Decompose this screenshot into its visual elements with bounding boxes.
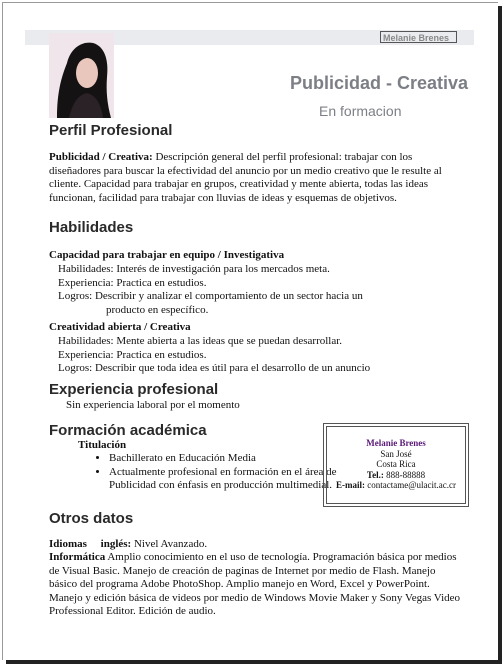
- list-item: • Bachillerato en Educación Media: [109, 452, 339, 465]
- experiencia-text: Sin experiencia laboral por el momento: [66, 399, 240, 411]
- page-shadow-bottom: [6, 660, 502, 664]
- idiomas-text: Nivel Avanzado.: [131, 538, 208, 550]
- contact-country: Costa Rica: [376, 459, 416, 469]
- list-item: • Actualmente profesional en formación en el área de Publicidad con énfasis en producción multimedial.: [109, 466, 339, 492]
- portrait-image: [49, 33, 114, 118]
- contact-email-label: E-mail:: [336, 480, 365, 490]
- section-heading-otros: Otros datos: [49, 510, 134, 527]
- habilidades-group2-title: Creatividad abierta / Creativa: [49, 321, 191, 333]
- idiomas-lang: inglés:: [100, 538, 132, 550]
- informatica-label: Informática: [49, 551, 106, 563]
- habilidades-group2-line: Logros: Describir que toda idea es útil para el desarrollo de un anuncio: [58, 362, 371, 374]
- habilidades-group1-title: Capacidad para trabajar en equipo / Investigativa: [49, 249, 285, 261]
- page-shadow-right: [498, 6, 502, 662]
- contact-phone-label: Tel.:: [366, 469, 384, 480]
- habilidades-group1-line: Experiencia: Practica en estudios.: [58, 277, 207, 289]
- habilidades-group1-line: producto en específico.: [106, 304, 209, 316]
- section-heading-habilidades: Habilidades: [49, 219, 134, 236]
- resume-title: Publicidad - Creativa: [290, 73, 469, 93]
- habilidades-group2-line: Experiencia: Practica en estudios.: [58, 349, 207, 361]
- otros-idiomas: [49, 538, 461, 552]
- otros-informatica: [49, 551, 461, 619]
- section-heading-formacion: Formación académica: [49, 422, 207, 439]
- perfil-label: Publicidad / Creativa:: [49, 151, 153, 163]
- profile-photo: [49, 33, 114, 118]
- formacion-list: [91, 452, 339, 493]
- resume-subtitle: En formacion: [319, 103, 402, 119]
- section-heading-perfil: Perfil Profesional: [49, 122, 173, 139]
- header-name-box: Melanie Brenes: [380, 31, 457, 43]
- perfil-text: Descripción general del perfil profesional: trabajar con los diseñadores para buscar la efectividad del anuncio por un medio creativo que le resulte al cliente. Capacidad para trabajar en grupos, creatividad y mente abierta, todas las ideas funcionan, facilidad para trabajar con lluvias de ideas y esquemas de objetivos.: [49, 151, 442, 204]
- habilidades-group2-line: Habilidades: Mente abierta a las ideas que se puedan desarrollar.: [58, 335, 343, 347]
- informatica-text: Amplio conocimiento en el uso de tecnología. Programación básica por medios de Visual Basic. Manejo de creación de paginas de Internet por medio de Flash. Manejo básico del programa Adobe PhotoShop. Amplio manejo en Word, Excel y PowerPoint. Manejo y edición básica de videos por medio de Windows Movie Maker y Sony Vegas Video Professional Editor. Edición de audio.: [49, 551, 461, 617]
- contact-email-value: contactame@ulacit.ac.cr: [365, 480, 456, 490]
- contact-card: [326, 426, 466, 504]
- formacion-subheading: Titulación: [78, 439, 127, 451]
- idiomas-label: Idiomas: [49, 538, 87, 550]
- habilidades-group1-line: Habilidades: Interés de investigación para los mercados meta.: [58, 263, 330, 275]
- contact-city: San José: [380, 448, 412, 459]
- contact-phone: [327, 470, 465, 481]
- habilidades-group1-line: Logros: Describir y analizar el comportamiento de un sector hacia un: [58, 290, 363, 302]
- section-heading-experiencia: Experiencia profesional: [49, 381, 219, 398]
- contact-email: [327, 480, 465, 491]
- perfil-paragraph: [49, 151, 459, 205]
- contact-name: Melanie Brenes: [366, 438, 426, 448]
- contact-phone-value: 888-88888: [383, 469, 426, 480]
